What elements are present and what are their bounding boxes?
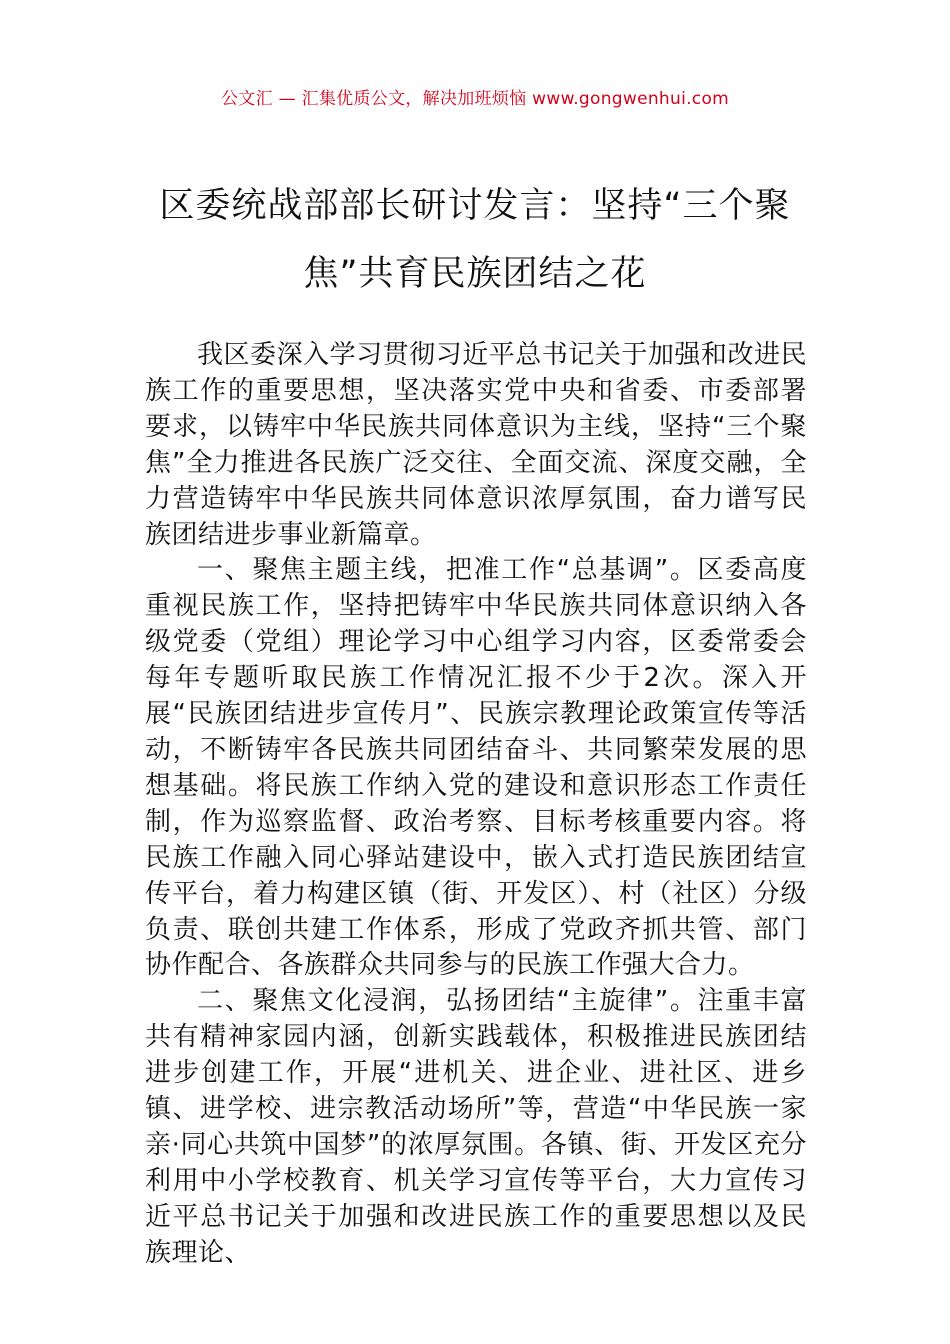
paragraph-intro: 我区委深入学习贯彻习近平总书记关于加强和改进民族工作的重要思想，坚决落实党中央和省委、市委部署要求，以铸牢中华民族共同体意识为主线，坚持“三个聚焦”全力推进各民族广泛交往、全面交流、深度交融，全力营造铸牢中华民族共同体意识浓厚氛围，奋力谱写民族团结进步事业新篇章。	[145, 340, 807, 550]
paragraph-section-1: 一、聚焦主题主线，把准工作“总基调”。区委高度重视民族工作，坚持把铸牢中华民族共同体意识纳入各级党委（党组）理论学习中心组学习内容，区委常委会每年专题听取民族工作情况汇报不少于2次。深入开展“民族团结进步宣传月”、民族宗教理论政策宣传等活动，不断铸牢各民族共同团结奋斗、共同繁荣发展的思想基础。将民族工作纳入党的建设和意识形态工作责任制，作为巡察监督、政治考察、目标考核重要内容。将民族工作融入同心驿站建设中，嵌入式打造民族团结宣传平台，着力构建区镇（街、开发区）、村（社区）分级负责、联创共建工作体系，形成了党政齐抓共管、部门协作配合、各族群众共同参与的民族工作强大合力。	[145, 555, 807, 981]
header-banner: 公文汇 — 汇集优质公文，解决加班烦恼 www.gongwenhui.com	[220, 89, 730, 109]
document-title: 区委统战部部长研讨发言：坚持“三个聚焦”共育民族团结之花	[159, 186, 791, 294]
document-body	[145, 338, 807, 1272]
paragraph-section-2: 二、聚焦文化浸润，弘扬团结“主旋律”。注重丰富共有精神家园内涵，创新实践载体，积极推进民族团结进步创建工作，开展“进机关、进企业、进社区、进乡镇、进学校、进宗教活动场所”等，营造“中华民族一家亲·同心共筑中国梦”的浓厚氛围。各镇、街、开发区充分利用中小学校教育、机关学习宣传等平台，大力宣传习近平总书记关于加强和改进民族工作的重要思想以及民族理论、	[145, 986, 807, 1268]
